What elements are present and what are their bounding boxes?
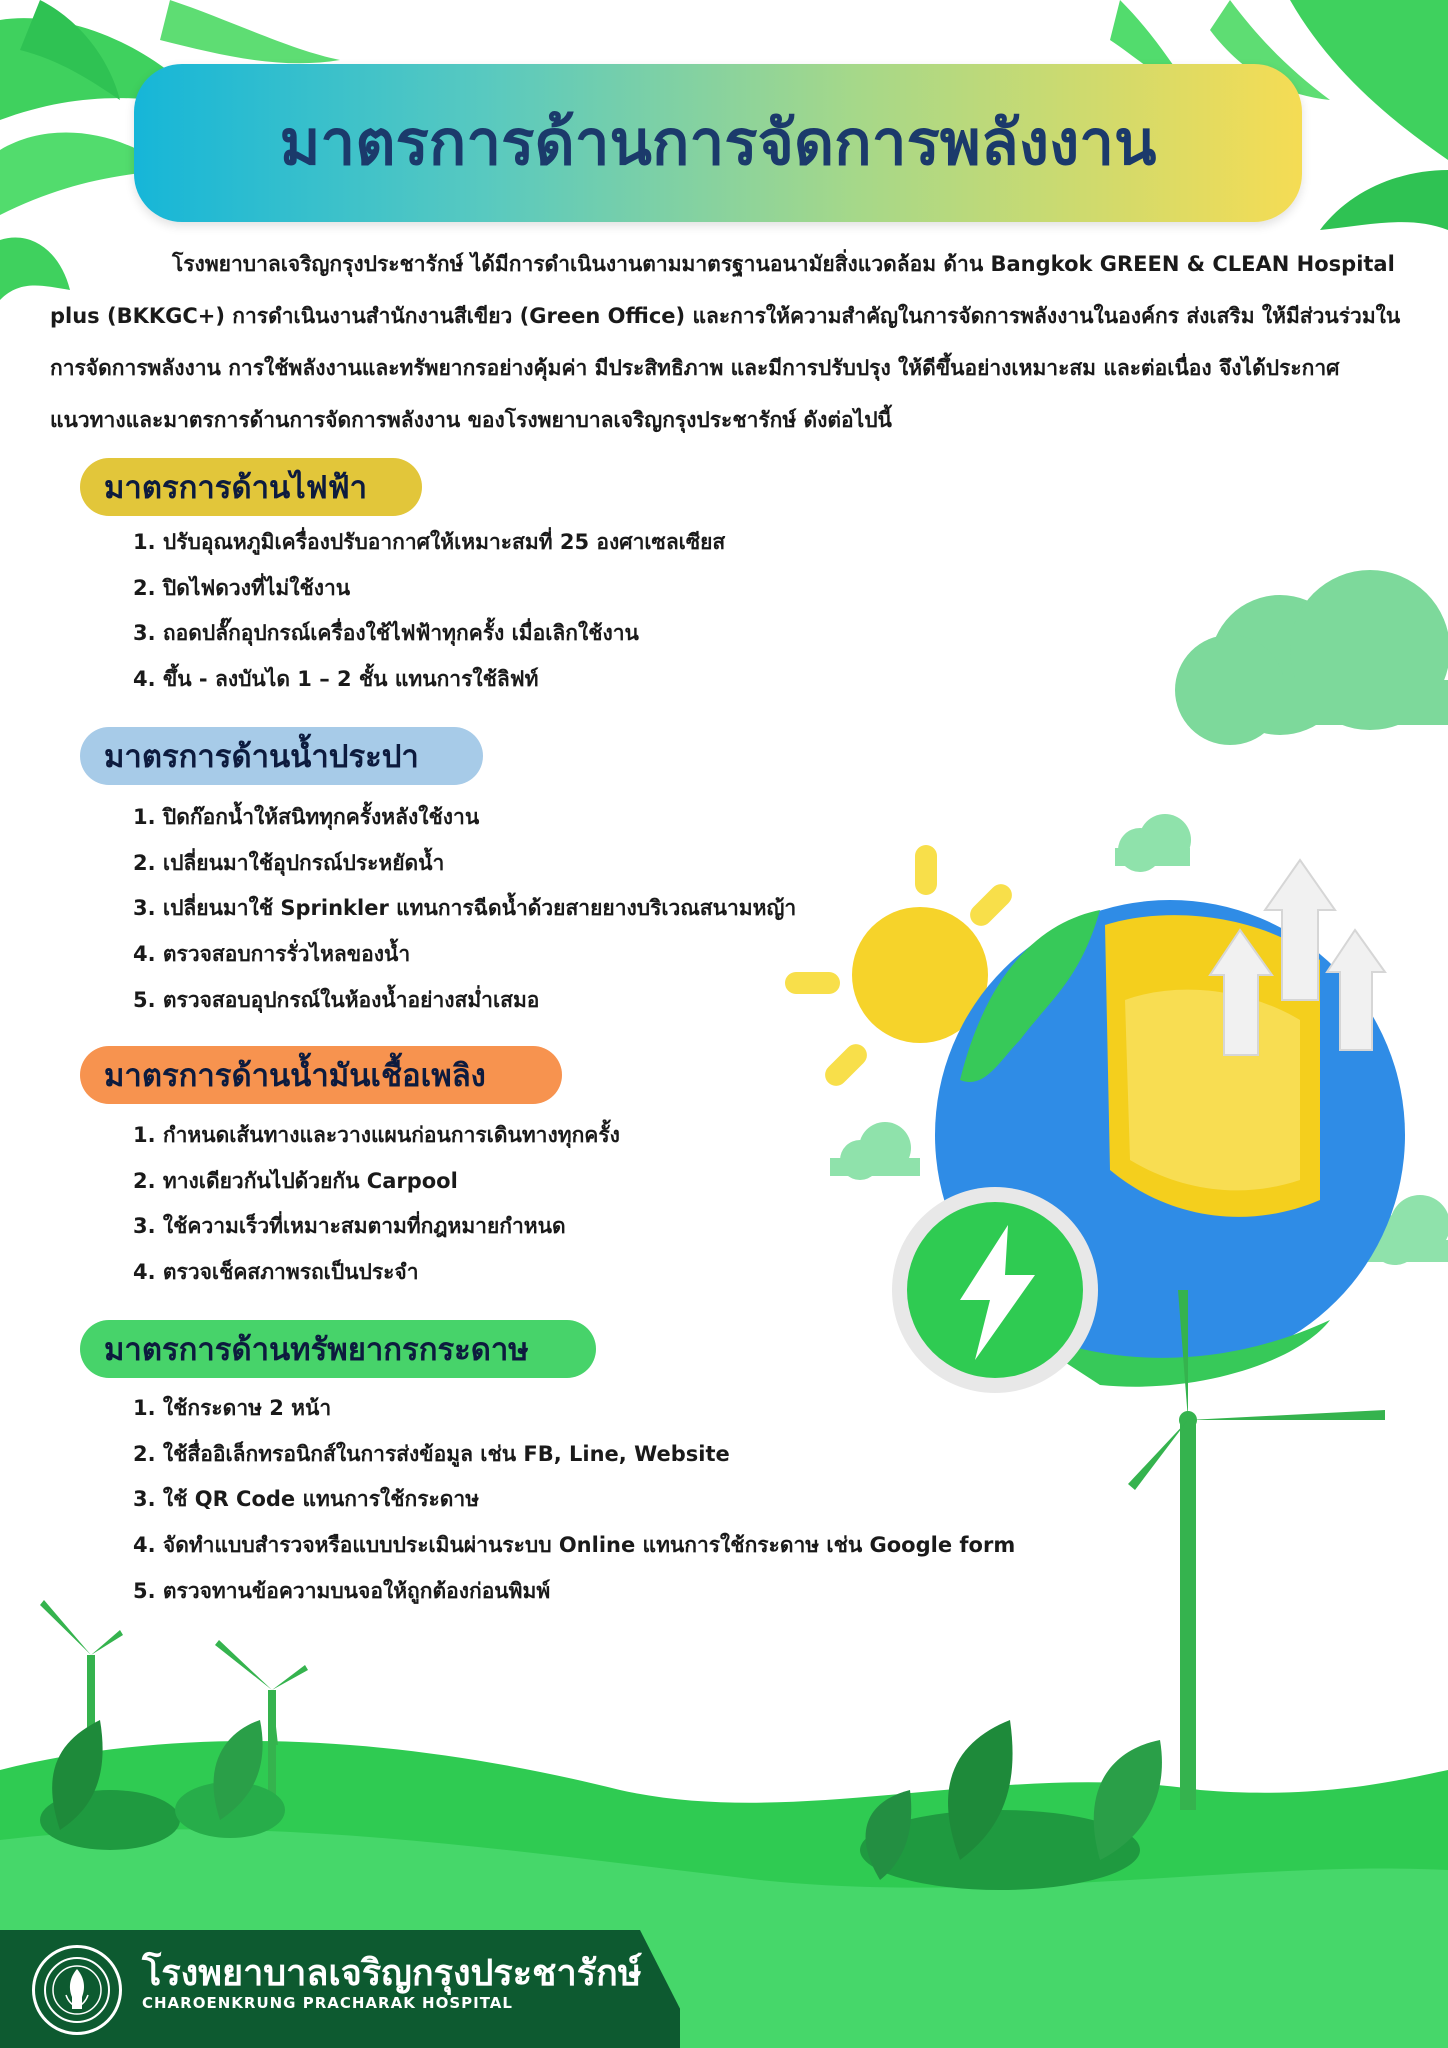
title-banner <box>134 64 1302 222</box>
list-item: 5. ตรวจทานข้อความบนจอให้ถูกต้องก่อนพิมพ์ <box>133 1578 551 1603</box>
fuel-measures-list <box>133 1113 620 1296</box>
section-heading-electricity: มาตรการด้านไฟฟ้า <box>80 458 422 516</box>
list-item: 2. ทางเดียวกันไปด้วยกัน Carpool <box>133 1168 458 1193</box>
list-item: 2. เปลี่ยนมาใช้อุปกรณ์ประหยัดน้ำ <box>133 850 445 875</box>
list-item: 4. ขึ้น - ลงบันได 1 – 2 ชั้น แทนการใช้ลิฟท์ <box>133 667 539 692</box>
list-item: 4. ตรวจเช็คสภาพรถเป็นประจำ <box>133 1260 419 1285</box>
list-item: 1. ปรับอุณหภูมิเครื่องปรับอากาศให้เหมาะสมที่ 25 องศาเซลเซียส <box>133 530 726 554</box>
intro-paragraph: โรงพยาบาลเจริญกรุงประชารักษ์ ได้มีการดำเนินงานตามมาตรฐานอนามัยสิ่งแวดล้อม ด้าน Bangkok GREEN & CLEAN Hospital plus (BKKGC+) การดำเนินงานสำนักงานสีเขียว (Green Office) และการให้ความสำคัญในการจัดการพลังงานในองค์กร ส่งเสริม ให้มีส่วนร่วมในการจัดการพลังงาน การใช้พลังงานและทรัพยากรอย่างคุ้มค่า มีประสิทธิภาพ และมีการปรับปรุง ให้ดีขึ้นอย่างเหมาะสม และต่อเนื่อง จึงได้ประกาศแนวทางและมาตรการด้านการจัดการพลังงาน ของโรงพยาบาลเจริญกรุงประชารักษ์ ดังต่อไปนี้ <box>50 252 1401 432</box>
list-item: 3. ใช้ความเร็วที่เหมาะสมตามที่กฎหมายกำหนด <box>133 1214 566 1239</box>
page-title: มาตรการด้านการจัดการพลังงาน <box>279 106 1157 179</box>
list-item: 4. ตรวจสอบการรั่วไหลของน้ำ <box>133 942 411 967</box>
hospital-name-thai: โรงพยาบาลเจริญกรุงประชารักษ์ <box>142 1953 642 1994</box>
paper-measures-list <box>133 1386 1015 1614</box>
section-heading-water: มาตรการด้านน้ำประปา <box>80 727 483 785</box>
list-item: 2. ปิดไฟดวงที่ไม่ใช้งาน <box>133 575 351 600</box>
water-measures-list <box>133 795 796 1023</box>
list-item: 5. ตรวจสอบอุปกรณ์ในห้องน้ำอย่างสม่ำเสมอ <box>133 987 540 1012</box>
section-heading-fuel: มาตรการด้านน้ำมันเชื้อเพลิง <box>80 1046 562 1104</box>
hospital-logo-icon <box>32 1945 122 2035</box>
cloud-icon <box>1175 570 1448 745</box>
electricity-measures-list <box>133 520 725 703</box>
list-item: 1. ปิดก๊อกน้ำให้สนิททุกครั้งหลังใช้งาน <box>133 805 480 829</box>
lightning-bolt-icon <box>892 1187 1098 1393</box>
list-item: 2. ใช้สื่ออิเล็กทรอนิกส์ในการส่งข้อมูล เช่น FB, Line, Website <box>133 1441 730 1466</box>
list-item: 1. กำหนดเส้นทางและวางแผนก่อนการเดินทางทุกครั้ง <box>133 1123 620 1147</box>
hospital-seal-graphic <box>42 1955 112 2025</box>
list-item: 3. ใช้ QR Code แทนการใช้กระดาษ <box>133 1487 480 1512</box>
list-item: 3. ถอดปลั๊กอุปกรณ์เครื่องใช้ไฟฟ้าทุกครั้ง เมื่อเลิกใช้งาน <box>133 621 639 646</box>
list-item: 3. เปลี่ยนมาใช้ Sprinkler แทนการฉีดน้ำด้วยสายยางบริเวณสนามหญ้า <box>133 896 797 921</box>
section-heading-paper: มาตรการด้านทรัพยากรกระดาษ <box>80 1320 596 1378</box>
list-item: 1. ใช้กระดาษ 2 หน้า <box>133 1396 332 1420</box>
hospital-name-english: CHAROENKRUNG PRACHARAK HOSPITAL <box>142 1994 513 2012</box>
list-item: 4. จัดทำแบบสำรวจหรือแบบประเมินผ่านระบบ Online แทนการใช้กระดาษ เช่น Google form <box>133 1533 1016 1558</box>
